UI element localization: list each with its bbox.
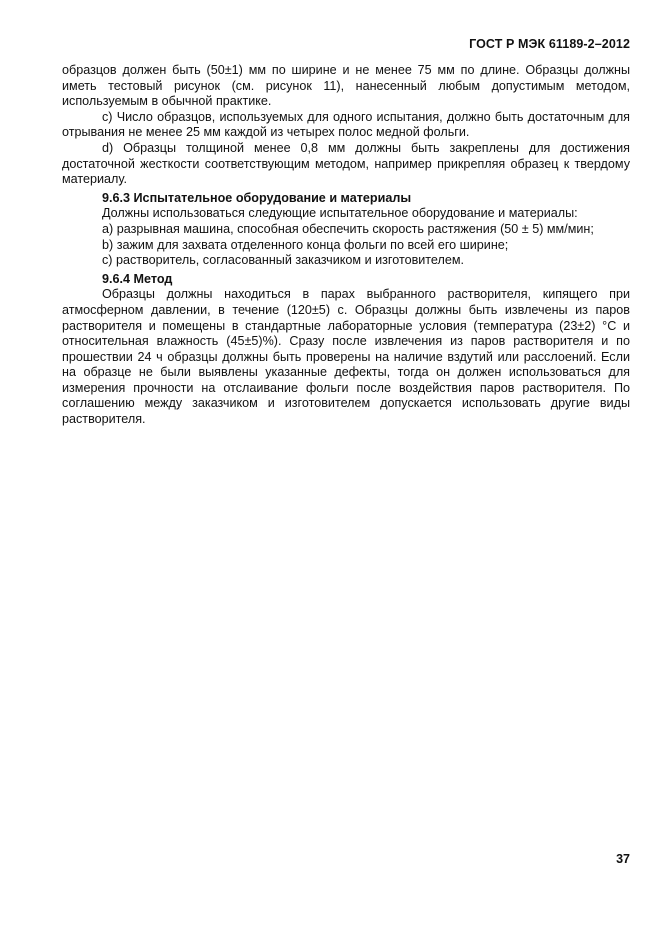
paragraph-equipment-intro: Должны использоваться следующие испытательное оборудование и материалы:	[102, 206, 578, 221]
page-body	[62, 63, 630, 428]
paragraph-method: Образцы должны находиться в парах выбранного растворителя, кипящего при атмосферном давлении, в течение (120±5) с. Образцы должны быть извлечены из паров растворителя и помещены в стандартные лабораторные условия (температура (23±2) °С и относительная влажность (45±5)%). Сразу после извлечения из паров растворителя и по прошествии 24 ч образцы должны быть проверены на наличие вздутий или расслоений. Если на образце не были выявлены указанные дефекты, тогда он должен использоваться для измерения прочности на отслаивание фольги после воздействия паров растворителя. По соглашению между заказчиком и изготовителем допускается использовать другие виды растворителя.	[62, 287, 630, 427]
list-item-tensile-machine: a) разрывная машина, способная обеспечить скорость растяжения (50 ± 5) мм/мин;	[102, 221, 594, 236]
paragraph-specimen-count: c) Число образцов, используемых для одного испытания, должно быть достаточным для отрывания не менее 25 мм каждой из четырех полос медной фольги.	[62, 109, 630, 140]
section-heading-9-6-3: 9.6.3 Испытательное оборудование и материалы	[102, 190, 412, 205]
list-item-clamp: b) зажим для захвата отделенного конца фольги по всей его ширине;	[102, 237, 509, 252]
paragraph-thin-specimens: d) Образцы толщиной менее 0,8 мм должны быть закреплены для достижения достаточной жесткости соответствующим методом, например прикрепляя образец к твердому материалу.	[62, 140, 630, 187]
paragraph-specimen-size: образцов должен быть (50±1) мм по ширине и не менее 75 мм по длине. Образцы должны иметь тестовый рисунок (см. рисунок 11), нанесенный любым допустимым методом, используемым в обычной практике.	[62, 63, 630, 109]
section-heading-9-6-4: 9.6.4 Метод	[102, 271, 173, 286]
document-code: ГОСТ Р МЭК 61189-2–2012	[469, 37, 630, 51]
page-number: 37	[616, 852, 630, 866]
list-item-solvent: c) растворитель, согласованный заказчиком и изготовителем.	[102, 253, 465, 268]
